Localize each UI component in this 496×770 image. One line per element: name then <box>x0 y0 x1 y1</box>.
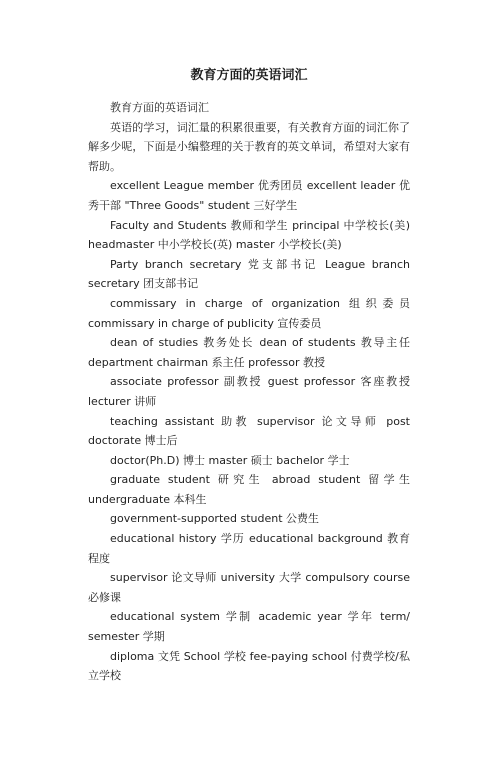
paragraph-intro: 英语的学习，词汇量的积累很重要，有关教育方面的词汇你了解多少呢，下面是小编整理的关于教育的英文单词，希望对大家有帮助。 <box>88 120 410 173</box>
paragraph-heading: 教育方面的英语词汇 <box>110 101 209 114</box>
paragraph-vocab: teaching assistant 助教 supervisor 论文导师 post doctorate 博士后 <box>88 414 410 448</box>
paragraph-vocab: diploma 文凭 School 学校 fee-paying school 付费学校/私立学校 <box>88 649 410 683</box>
paragraph-vocab: educational history 学历 educational background 教育程度 <box>88 532 410 565</box>
document-title: 教育方面的英语词汇 <box>190 68 308 83</box>
document-body <box>88 98 410 686</box>
paragraph-vocab: graduate student 研究生 abroad student 留学生 undergraduate 本科生 <box>88 473 410 506</box>
paragraph-vocab: supervisor 论文导师 university 大学 compulsory course 必修课 <box>88 571 410 604</box>
paragraph-vocab: dean of studies 教务处长 dean of students 教导主任 department chairman 系主任 professor 教授 <box>88 336 410 369</box>
paragraph-vocab: doctor(Ph.D) 博士 master 硕士 bachelor 学士 <box>110 453 350 467</box>
paragraph-vocab: associate professor 副教授 guest professor 客座教授 lecturer 讲师 <box>88 375 410 408</box>
paragraph-vocab: Faculty and Students 教师和学生 principal 中学校长(美) headmaster 中小学校长(英) master 小学校长(美) <box>88 218 410 252</box>
document-page <box>0 68 496 770</box>
paragraph-vocab: commissary in charge of organization 组织委员 commissary in charge of publicity 宣传委员 <box>88 296 410 330</box>
paragraph-vocab: excellent League member 优秀团员 excellent leader 优秀干部 "Three Goods" student 三好学生 <box>88 179 410 212</box>
paragraph-vocab: Party branch secretary 党支部书记 League branch secretary 团支部书记 <box>88 257 410 291</box>
paragraph-vocab: educational system 学制 academic year 学年 term/ semester 学期 <box>88 610 410 644</box>
paragraph-vocab: government-supported student 公费生 <box>110 512 320 526</box>
